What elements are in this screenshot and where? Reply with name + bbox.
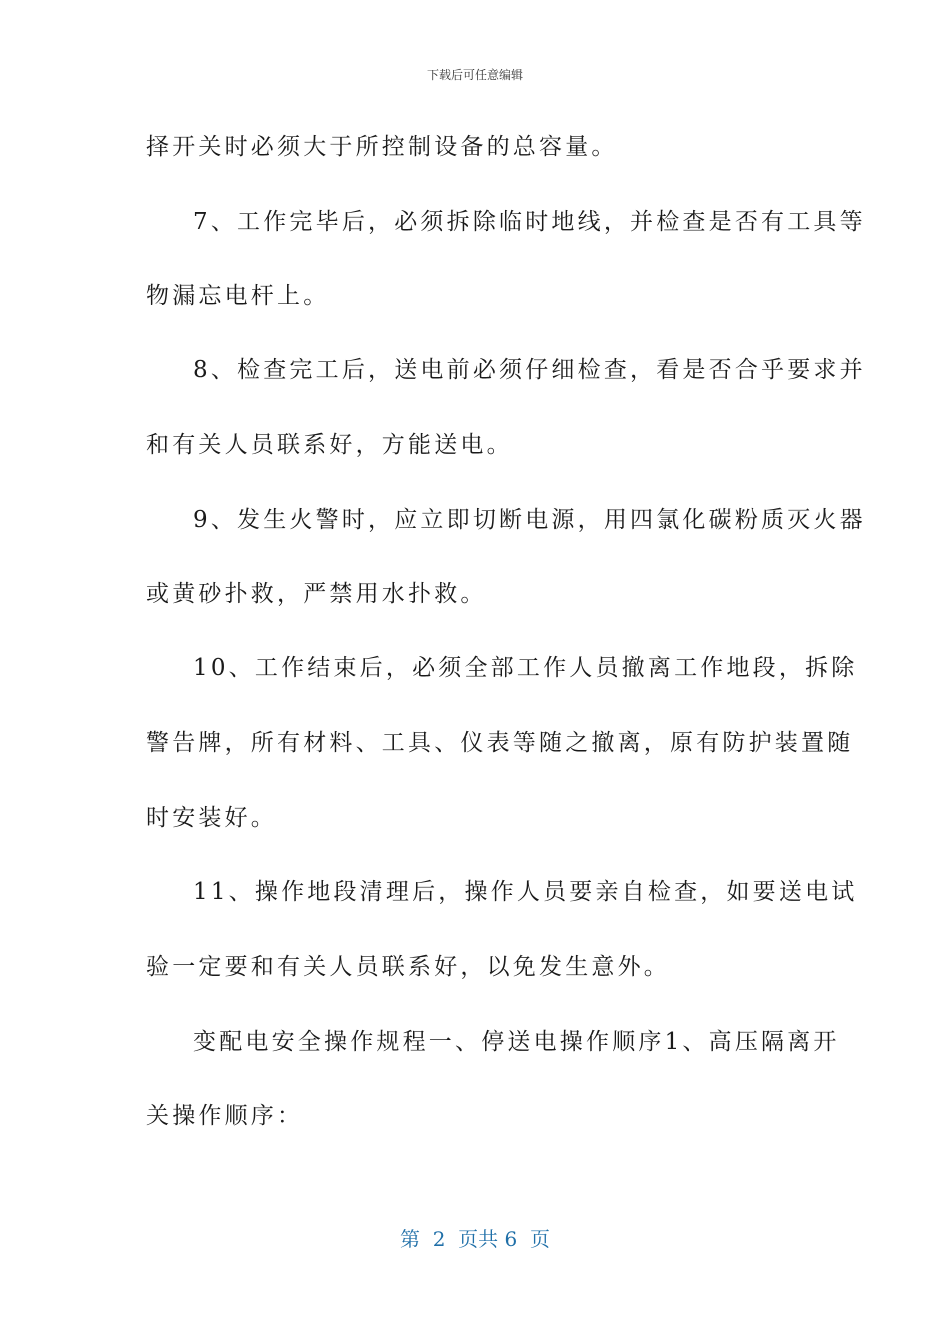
paragraph-line: 择开关时必须大于所控制设备的总容量。 <box>146 134 618 160</box>
page-header-note: 下载后可任意编辑 <box>426 68 523 82</box>
paragraph-line: 关操作顺序： <box>146 1103 304 1129</box>
paragraph-line: 变配电安全操作规程一、停送电操作顺序1、高压隔离开 <box>193 1029 840 1055</box>
paragraph-line: 物漏忘电杆上。 <box>146 283 330 309</box>
paragraph-line: 10、工作结束后，必须全部工作人员撤离工作地段，拆除 <box>193 655 858 681</box>
paragraph-line: 和有关人员联系好，方能送电。 <box>146 432 513 458</box>
paragraph-line: 时安装好。 <box>146 805 277 831</box>
paragraph-line: 验一定要和有关人员联系好，以免发生意外。 <box>146 954 670 980</box>
paragraph-line: 11、操作地段清理后，操作人员要亲自检查，如要送电试 <box>193 879 858 905</box>
paragraph-line: 或黄砂扑救，严禁用水扑救。 <box>146 581 487 607</box>
paragraph-line: 8、检查完工后，送电前必须仔细检查，看是否合乎要求并 <box>193 357 866 383</box>
page-number-footer: 第 2 页共 6 页 <box>400 1227 550 1251</box>
paragraph-line: 9、发生火警时，应立即切断电源，用四氯化碳粉质灭火器 <box>193 507 866 533</box>
paragraph-line: 警告牌，所有材料、工具、仪表等随之撤离，原有防护装置随 <box>146 730 854 756</box>
paragraph-line: 7、工作完毕后，必须拆除临时地线，并检查是否有工具等 <box>193 209 866 235</box>
